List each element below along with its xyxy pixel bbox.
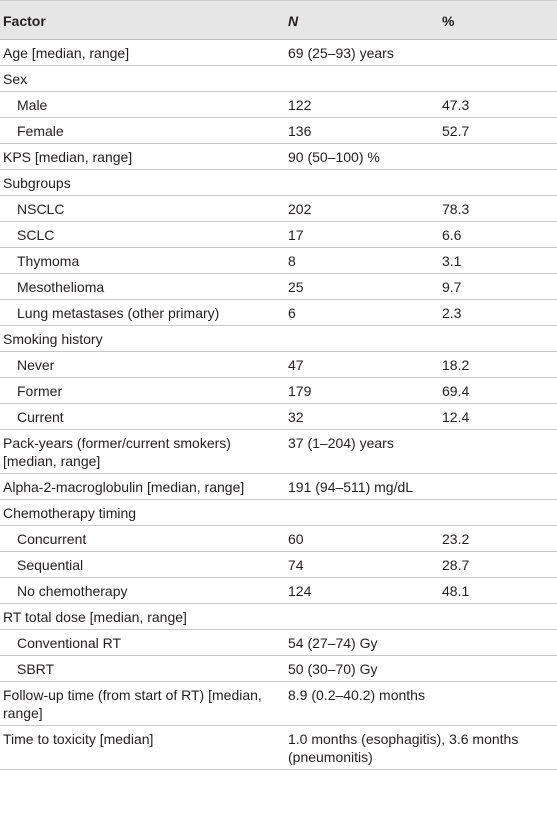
cell-percent: 18.2 bbox=[442, 357, 470, 373]
table-row bbox=[0, 378, 557, 404]
table-row bbox=[0, 66, 557, 92]
cell-factor: SBRT bbox=[17, 661, 55, 677]
cell-percent bbox=[442, 474, 552, 478]
table-row bbox=[0, 170, 557, 196]
cell-factor: Thymoma bbox=[17, 253, 80, 269]
cell-percent: 69.4 bbox=[442, 383, 470, 399]
cell-n: 8 bbox=[288, 253, 296, 269]
cell-n: 74 bbox=[288, 557, 304, 573]
cell-factor: SCLC bbox=[17, 227, 55, 243]
cell-percent: 47.3 bbox=[442, 97, 470, 113]
cell-percent bbox=[442, 66, 552, 70]
table-row bbox=[0, 500, 557, 526]
cell-percent: 28.7 bbox=[442, 557, 470, 573]
cell-factor: Conventional RT bbox=[17, 635, 122, 651]
cell-factor: Age [median, range] bbox=[3, 45, 130, 61]
cell-percent bbox=[442, 630, 552, 634]
table-row bbox=[0, 430, 557, 474]
cell-n: 50 (30–70) Gy bbox=[288, 661, 378, 677]
cell-percent bbox=[442, 726, 552, 730]
table-row bbox=[0, 656, 557, 682]
cell-percent bbox=[442, 170, 552, 174]
cell-n: 60 bbox=[288, 531, 304, 547]
cell-n: 17 bbox=[288, 227, 304, 243]
cell-factor: Sequential bbox=[17, 557, 84, 573]
table-row bbox=[0, 196, 557, 222]
cell-n: 1.0 months (esophagitis), 3.6 months (pneumonitis) bbox=[288, 731, 519, 765]
cell-n: 6 bbox=[288, 305, 296, 321]
header-percent: % bbox=[442, 13, 455, 29]
cell-percent bbox=[442, 326, 552, 330]
table-row bbox=[0, 352, 557, 378]
cell-n: 122 bbox=[288, 97, 312, 113]
cell-percent: 3.1 bbox=[442, 253, 462, 269]
cell-percent bbox=[442, 40, 552, 44]
cell-n: 8.9 (0.2–40.2) months bbox=[288, 687, 425, 703]
cell-percent: 23.2 bbox=[442, 531, 470, 547]
cell-factor: Subgroups bbox=[3, 175, 71, 191]
cell-factor: Sex bbox=[3, 71, 28, 87]
table-row bbox=[0, 274, 557, 300]
header-factor: Factor bbox=[3, 13, 46, 29]
cell-percent bbox=[442, 144, 552, 148]
table-row bbox=[0, 326, 557, 352]
table-header-row bbox=[0, 0, 557, 40]
cell-percent: 52.7 bbox=[442, 123, 470, 139]
cell-factor: NSCLC bbox=[17, 201, 65, 217]
cell-n: 47 bbox=[288, 357, 304, 373]
table-row bbox=[0, 552, 557, 578]
cell-factor: Former bbox=[17, 383, 63, 399]
table-row bbox=[0, 118, 557, 144]
cell-percent: 12.4 bbox=[442, 409, 470, 425]
cell-factor: Lung metastases (other primary) bbox=[17, 305, 220, 321]
cell-n: 124 bbox=[288, 583, 312, 599]
cell-factor: Follow-up time (from start of RT) [median, range] bbox=[3, 687, 262, 721]
table-row bbox=[0, 144, 557, 170]
cell-factor: Pack-years (former/current smokers) [median, range] bbox=[3, 435, 231, 469]
cell-n: 191 (94–511) mg/dL bbox=[288, 479, 414, 495]
cell-percent: 6.6 bbox=[442, 227, 462, 243]
table-row bbox=[0, 630, 557, 656]
cell-n: 202 bbox=[288, 201, 312, 217]
table-row bbox=[0, 404, 557, 430]
cell-n: 32 bbox=[288, 409, 304, 425]
cell-percent bbox=[442, 682, 552, 686]
table-row bbox=[0, 526, 557, 552]
table-row bbox=[0, 604, 557, 630]
table-row bbox=[0, 726, 557, 770]
table-row bbox=[0, 248, 557, 274]
table-row bbox=[0, 92, 557, 118]
table-row bbox=[0, 682, 557, 726]
cell-percent bbox=[442, 500, 552, 504]
cell-factor: Female bbox=[17, 123, 64, 139]
cell-factor: Smoking history bbox=[3, 331, 103, 347]
header-n: N bbox=[288, 13, 299, 29]
cell-n: 37 (1–204) years bbox=[288, 435, 394, 451]
cell-factor: KPS [median, range] bbox=[3, 149, 133, 165]
cell-factor: RT total dose [median, range] bbox=[3, 609, 187, 625]
cell-percent bbox=[442, 656, 552, 660]
cell-factor: Mesothelioma bbox=[17, 279, 105, 295]
table-row bbox=[0, 300, 557, 326]
cell-percent bbox=[442, 430, 552, 434]
cell-factor: Never bbox=[17, 357, 55, 373]
cell-factor: Male bbox=[17, 97, 48, 113]
cell-percent: 2.3 bbox=[442, 305, 462, 321]
cell-n: 179 bbox=[288, 383, 312, 399]
cell-factor: Concurrent bbox=[17, 531, 87, 547]
cell-n: 90 (50–100) % bbox=[288, 149, 380, 165]
cell-n: 136 bbox=[288, 123, 312, 139]
cell-percent: 78.3 bbox=[442, 201, 470, 217]
cell-factor: Alpha-2-macroglobulin [median, range] bbox=[3, 479, 245, 495]
cell-factor: Time to toxicity [median] bbox=[3, 731, 154, 747]
cell-factor: No chemotherapy bbox=[17, 583, 128, 599]
table-row bbox=[0, 222, 557, 248]
cell-factor: Current bbox=[17, 409, 64, 425]
cell-percent: 48.1 bbox=[442, 583, 470, 599]
cell-n: 54 (27–74) Gy bbox=[288, 635, 378, 651]
table-row bbox=[0, 474, 557, 500]
cell-percent bbox=[442, 604, 552, 608]
cell-percent: 9.7 bbox=[442, 279, 462, 295]
cell-n: 25 bbox=[288, 279, 304, 295]
table-row bbox=[0, 578, 557, 604]
cell-n: 69 (25–93) years bbox=[288, 45, 394, 61]
cell-factor: Chemotherapy timing bbox=[3, 505, 137, 521]
table-row bbox=[0, 40, 557, 66]
